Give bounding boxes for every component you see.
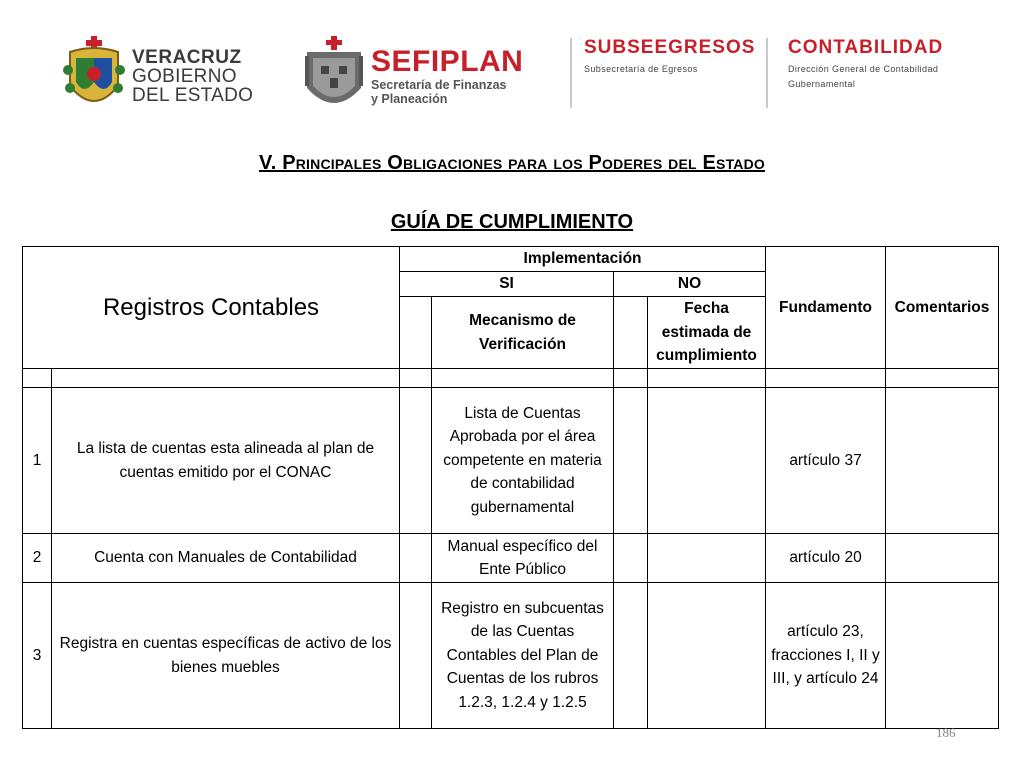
row-fecha <box>648 534 766 583</box>
row-fundamento: artículo 20 <box>766 534 886 583</box>
table-cell <box>432 369 614 388</box>
no-check-header <box>614 297 648 369</box>
table-row <box>23 583 999 729</box>
page-number: 186 <box>936 725 956 740</box>
header <box>0 30 1024 120</box>
veracruz-line3: DEL ESTADO <box>132 84 254 106</box>
veracruz-line2: GOBIERNO <box>132 65 237 87</box>
comentarios-header: Comentarios <box>886 247 999 369</box>
sefiplan-line1: Secretaría de Finanzas <box>371 78 507 92</box>
row-description: Registra en cuentas específicas de activo de los bienes muebles <box>52 583 400 729</box>
contabilidad-logo <box>768 36 943 90</box>
veracruz-logo <box>62 36 253 116</box>
table-cell <box>886 369 999 388</box>
mecanismo-header: Mecanismo de Verificación <box>432 297 614 369</box>
guide-title: GUÍA DE CUMPLIMIENTO <box>390 211 634 233</box>
sefiplan-line2: y Planeación <box>371 92 448 106</box>
table-row <box>23 388 999 534</box>
contabilidad-line2: Gubernamental <box>788 79 856 89</box>
contabilidad-line1: Dirección General de Contabilidad <box>788 64 939 74</box>
table-cell <box>400 369 432 388</box>
sefiplan-title: SEFIPLAN <box>371 45 524 78</box>
subseegresos-logo <box>572 36 755 74</box>
registros-contables-header: Registros Contables <box>23 247 400 369</box>
row-mecanismo: Lista de Cuentas Aprobada por el área competente en materia de contabilidad gubernamental <box>432 388 614 534</box>
spacer-row <box>23 369 999 388</box>
sefiplan-crest-icon <box>303 36 365 116</box>
row-comentarios <box>886 534 999 583</box>
section-title: V. Principales Obligaciones para los Poderes del Estado <box>258 152 765 174</box>
row-mecanismo: Manual específico del Ente Público <box>432 534 614 583</box>
fundamento-header: Fundamento <box>766 247 886 369</box>
subseegresos-subtitle: Subsecretaría de Egresos <box>584 64 698 74</box>
veracruz-line1: VERACRUZ <box>132 46 242 68</box>
veracruz-text <box>132 48 253 105</box>
row-number: 2 <box>23 534 52 583</box>
table-cell <box>614 369 648 388</box>
row-fecha <box>648 388 766 534</box>
row-number: 3 <box>23 583 52 729</box>
row-comentarios <box>886 388 999 534</box>
sefiplan-text <box>371 46 523 106</box>
si-header: SI <box>400 272 614 297</box>
row-description: Cuenta con Manuales de Contabilidad <box>52 534 400 583</box>
no-check-cell <box>614 388 648 534</box>
row-comentarios <box>886 583 999 729</box>
compliance-table <box>22 246 999 729</box>
si-check-header <box>400 297 432 369</box>
subseegresos-text <box>584 36 755 74</box>
subseegresos-title: SUBSEEGRESOS <box>584 37 756 58</box>
row-number: 1 <box>23 388 52 534</box>
header-row <box>23 247 999 272</box>
table-cell <box>766 369 886 388</box>
fecha-header: Fecha estimada de cumplimiento <box>648 297 766 369</box>
veracruz-crest-icon <box>62 36 126 116</box>
row-fundamento: artículo 37 <box>766 388 886 534</box>
contabilidad-text <box>788 36 943 90</box>
row-fecha <box>648 583 766 729</box>
implementacion-header: Implementación <box>400 247 766 272</box>
si-check-cell <box>400 534 432 583</box>
row-mecanismo: Registro en subcuentas de las Cuentas Contables del Plan de Cuentas de los rubros 1.2.3, 1.2.4 y 1.2.5 <box>432 583 614 729</box>
table-cell <box>23 369 52 388</box>
si-check-cell <box>400 583 432 729</box>
no-header: NO <box>614 272 766 297</box>
no-check-cell <box>614 583 648 729</box>
table-cell <box>52 369 400 388</box>
si-check-cell <box>400 388 432 534</box>
row-description: La lista de cuentas esta alineada al plan de cuentas emitido por el CONAC <box>52 388 400 534</box>
contabilidad-title: CONTABILIDAD <box>788 37 944 58</box>
no-check-cell <box>614 534 648 583</box>
table-cell <box>648 369 766 388</box>
sefiplan-logo <box>303 36 523 116</box>
table-row <box>23 534 999 583</box>
row-fundamento: artículo 23, fracciones I, II y III, y artículo 24 <box>766 583 886 729</box>
